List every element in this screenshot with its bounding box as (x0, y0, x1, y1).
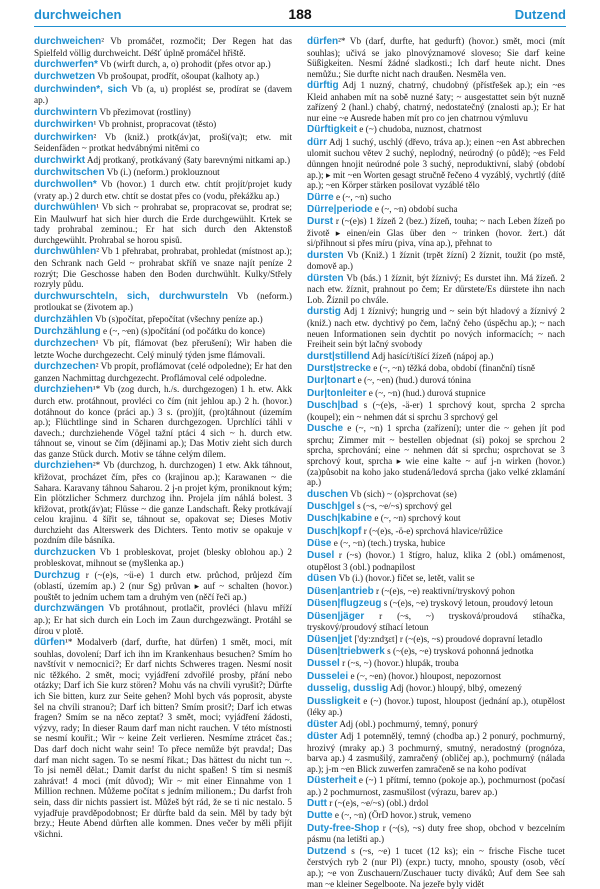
entry-definition: Vb (hovor.) 1 durch etw. chtít projít/projet kudy (vraty ap.) 2 durch etw. chtít se dostat přes co (vodu, překážku ap.) (34, 179, 292, 201)
dictionary-entry (34, 36, 292, 58)
entry-definition: r (~(e)s) 1 žízeň 2 (bez.) žízeň, touha; ~ nach Leben žízeň po životě ▸ einen/ein Glas über den ~ trinken (hovor. žert.) dát si/přihnout si přes míru (piva, vína ap.), přehnat to (307, 216, 565, 249)
dictionary-entry (307, 611, 565, 633)
entry-headword: durchzählen (34, 313, 93, 325)
dictionary-entry (307, 351, 565, 363)
entry-definition: ¹* Modalverb (darf, durfte, hat dürfen) 1 smět, moci, mít souhlas, dovolení; Darf ich ihn im Krankenhaus besuchen? Smím ho navštívit v nemocnici?; Er darf nichts Schweres tragen. Nesmí nosit nic těžkého. 2 smět, moci; vyjádření zdvořilé prosby, přání nebo otázky; Darf ich Sie kurz stören? Mohu vás na chvíli vyrušit?; Dürfte ich Sie bitten, kurz zur Seite gehen? Mohl bych vás poprosit, abyste šel na chvíli stranou?; Darf ich bitten? Smím prosit?; Darf ich etwas fragen? Smím se na něco zeptat? 3 smět, moci; vyjádření žádosti, výzvy, rady; In dieser Raum darf man nicht rauchen. V této místnosti se nesmí kouřit.; Wir ~ keine Zeit verlieren. Nesmíme ztrácet čas.; Das darf doch nicht wahr sein! To přece nemůže být pravda!; Das darf man nicht sagen. To se nesmí říkat.; Das hättest du nicht tun ~. To jsi neměl dělat.; Damit darfst du nicht spaßen! S tím si nesmíš zahrávat! 4 moci (mít důvod); Wir ~ mit einer Einnahme von 1 Million rechnen. Můžeme počítat s jedním milionem.; Du darfst froh sein, dass dir nichts passiert ist. Můžeš být rád, že se ti nic nestalo. 5 vyjadřuje pravděpodobnost; Er dürfte bald da sein. Měl by tady být brzy.; Heute Abend dürften alle kommen. Dnes večer by měli přijít všichni. (34, 637, 292, 839)
entry-definition: Vb (i.) (neform.) proklouznout (104, 166, 220, 177)
entry-headword: dürfen (34, 637, 66, 648)
entry-headword: Dürftigkeit (307, 124, 357, 136)
dictionary-entry (307, 306, 565, 349)
entry-definition: e (~, ~en) (s)počítání (od počátku do konce) (100, 326, 265, 336)
entry-definition: Adj 1 potemnělý, temný (chodba ap.) 2 ponurý, pochmurný, hrozivý (mraky ap.) 3 pochmurný, smutný, neradostný (prognóza, barva ap.) 4 zasmušilý, zamračený (obličej ap.), pochmurný (nálada ap.); j-m ~en Blick zuwerfen zamračeně se na koho podívat (307, 730, 565, 774)
entry-headword: Düsen|flugzeug (307, 598, 382, 610)
right-guide-word: Dutzend (514, 7, 566, 22)
dictionary-entry (307, 400, 565, 422)
entry-headword: durchwirken (34, 131, 94, 143)
entry-headword: durchziehen (34, 460, 93, 472)
dictionary-entry (34, 202, 292, 245)
entry-definition: Adj 1 suchý, uschlý (dřevo, tráva ap.); einen ~en Ast abbrechen ulomit suchou větev 2 suchý, neplodný, neúrodný (o půdě); ~es Feld dünngen hnojit neúrodné pole 3 suchý, neproduktivní, slabý (období ap.); ▸ mit ~en Worten gesagt stručně řečeno 4 vyzáblý, vychrtlý (dítě ap.); ~en Körper stärken posilovat vyzáblé tělo (307, 136, 565, 191)
dictionary-entry (307, 363, 565, 375)
entry-headword: Dürre|periode (307, 203, 373, 215)
entry-headword: durchzechen (34, 338, 96, 350)
entry-headword: dursten (307, 249, 344, 261)
entry-headword: Duty-free-Shop (307, 822, 380, 834)
dictionary-entry (307, 124, 565, 136)
entry-definition: e (~, ~n) období sucha (372, 203, 458, 214)
dictionary-entry (307, 273, 565, 306)
entry-headword: durchwollen* (34, 179, 97, 191)
dictionary-entry (307, 538, 565, 550)
entry-headword: Dusselei (307, 670, 349, 682)
right-column (307, 36, 565, 889)
entry-definition: e (~) (hovor.) tupost, hloupost (jednání ap.), otupělost (léky ap.) (307, 695, 565, 718)
dictionary-entry (34, 603, 292, 636)
dictionary-entry (307, 696, 565, 718)
dictionary-entry (307, 846, 565, 889)
entry-headword: Dur|tonleiter (307, 387, 367, 399)
entry-definition: r (~(e)s, ~e/~s) (obl.) drdol (327, 798, 429, 809)
entry-headword: Dusch|kopf (307, 525, 362, 537)
entry-definition: Vb přezimovat (rostliny) (97, 106, 191, 117)
entry-headword: durchwurschteln, sich, durchwursteln (34, 290, 228, 302)
dictionary-entry (307, 501, 565, 513)
header-rule (34, 26, 566, 27)
entry-headword: dürftig (307, 80, 339, 92)
entry-definition: ²* Vb (darf, durfte, hat gedurft) (hovor.) smět, moci (mít souhlas); učivá se jako plnovýznamové sloveso; Sie darf keine Süßigkeiten. Nesmí žádné sladkosti.; Ich darf heute nicht. Dnes nemůžu.; Sie durfte nicht nach draußen. Nesměla ven. (307, 36, 565, 79)
entry-definition: e (~, ~en) (hovor.) hloupost, nepozornost (348, 670, 502, 681)
dictionary-entry (307, 526, 565, 538)
entry-headword: durstig (307, 306, 341, 318)
entry-definition: ¹* Vb (zog durch, h./s. durchgezogen) 1 h. etw. Akk durch etw. protáhnout, provléci co čím (nit jehlou ap.) 2 h. (hovor.) dotáhnout do konce (práci ap.) 3 s. (pro)jít, (pro)táhnout (územím ap.); Flüchtlinge sind in Scharen durchgezogen. Uprchlíci táhli v davech.; durchziehende Vögel tažní ptáci 4 sich ~ h. durch etw. táhnout se, vinout se čím (dějinami ap.); Das Motiv zieht sich durch das ganze Stück durch. Motiv se táhne celým dílem. (34, 384, 292, 459)
dictionary-entry (307, 375, 565, 387)
entry-headword: durchzechen (34, 361, 96, 373)
entry-headword: düster (307, 730, 338, 742)
entry-definition: s (~s, ~e) 1 tucet (12 ks); ein ~ frische Fische tucet čerstvých ryb 2 (nur Pl) (expr.) tucty, mnoho, spousty (osob, věcí ap.); ~e von Zuschauern/Zuschauer tucty diváků; Auf dem See sah man ~e kleiner Segelboote. Na jezeře byly vidět (307, 845, 565, 889)
entry-headword: durchwitschen (34, 166, 105, 178)
dictionary-entry (34, 155, 292, 167)
entry-headword: Dutzend (307, 845, 347, 857)
dictionary-entry (34, 119, 292, 131)
entry-definition: r (~(e)s, -ö-e) sprchová hlavice/růžice (361, 525, 503, 536)
entry-definition: ¹ Vb sich ~ prohrabat se, propracovat se, prodrat se; Ein Maulwurf hat sich hier durch die Erde durchgewühlt. Krtek se tady prohrabal zeminou.; Er hat sich durch den Aktenstoß durchgewühlt. Prohrabal se horou spisů. (34, 202, 292, 246)
entry-definition: Vb (sich) ~ (o)sprchovat (se) (348, 488, 457, 499)
entry-headword: durchwinden*, sich (34, 83, 128, 95)
entry-headword: Düsen|jäger (307, 610, 365, 622)
entry-headword: Dusch|bad (307, 400, 359, 412)
entry-headword: Düsen|jet (307, 633, 353, 645)
entry-headword: Durchzug (34, 569, 81, 581)
entry-headword: Dussligkeit (307, 695, 361, 707)
entry-headword: dürfen (307, 36, 339, 47)
dictionary-entry (307, 204, 565, 216)
entry-definition: e (~, ~n) 1 sprcha (zařízení); unter die ~ gehen jít pod sprchu; Zimmer mit ~ bestellen objednat (si) pokoj se sprchou 2 sprcha, sprchování; eine ~ nehmen dát si sprchu; osprchovat se 3 sprchový kout, sprcha ▸ wie eine kalte ~ auf j-n wirken (hovor.) (za)působit na koho jako studená/ledová sprcha (jako velké zklamání ap.) (307, 423, 565, 488)
dictionary-entry (34, 547, 292, 569)
dictionary-entry (307, 658, 565, 670)
dictionary-entry (34, 326, 292, 338)
dictionary-entry (307, 216, 565, 249)
entry-headword: Dutt (307, 798, 327, 810)
dictionary-entry (307, 192, 565, 204)
dictionary-entry (307, 513, 565, 525)
dictionary-entry (307, 388, 565, 400)
entry-headword: Düsterheit (307, 775, 357, 787)
dictionary-entry (307, 731, 565, 774)
entry-definition: Vb (neform.) protloukat se (životem ap.) (34, 290, 292, 313)
entry-definition: Adj hasící/tišící žízeň (nápoj ap.) (369, 350, 494, 361)
entry-headword: Dusel (307, 550, 335, 562)
entry-definition: r (~(e)s, ~ü-e) 1 durch etw. průchod, průjezd čím (oblastí, územím ap.) 2 (nur Sg) průvan ▸ auf ~ schalten (hovor.) pouštět to jedním uchem tam a druhým ven (něčí řeči ap.) (34, 569, 292, 603)
entry-headword: düsen (307, 573, 337, 585)
entry-definition: r (~s, ~) trysková/proudová stíhačka, tryskový/proudový stíhací letoun (307, 610, 565, 633)
entry-definition: s (~s, ~e/~s) sprchový gel (354, 500, 452, 511)
entry-headword: dürr (307, 136, 327, 148)
entry-headword: durchwirken (34, 119, 94, 131)
entry-headword: duschen (307, 488, 349, 500)
entry-definition: ² Vb propít, proflámovat (celé odpoledne); Er hat den ganzen Nachmittag durchgezecht. Proflámoval celé odpoledne. (34, 361, 292, 383)
dictionary-entry (34, 384, 292, 459)
dictionary-entry (34, 361, 292, 383)
entry-headword: Dusch|gel (307, 500, 355, 512)
dictionary-entry (34, 460, 292, 546)
dictionary-entry (307, 810, 565, 822)
entry-definition: e (~, ~en) (hud.) durová tónina (355, 375, 471, 386)
entry-headword: Dusche (307, 423, 344, 435)
entry-headword: düster (307, 718, 338, 730)
entry-definition: Vb (i.) (hovor.) fičet se, letět, valit se (336, 573, 475, 584)
page-number: 188 (288, 6, 312, 22)
entry-definition: Vb protáhnout, protlačit, provléci (hlavu mříží ap.); Er hat sich durch ein Loch im Zaun durchgezwängt. Protáhl se dírou v plotě. (34, 603, 292, 636)
entry-headword: durchzucken (34, 546, 96, 558)
entry-definition: Adj 1 žíznivý; hungrig und ~ sein být hladový a žíznivý 2 (kniž.) nach etw. dychtivý po čem, lačný čeho (úspěchu ap.); ~ nach neuen Informationen sein dychtit po nových informacích; ~ nach Freiheit sein být lačný svobody (307, 306, 565, 350)
entry-headword: Dürre (307, 191, 334, 203)
dictionary-entry (307, 598, 565, 610)
dictionary-entry (34, 246, 292, 289)
entry-headword: Durst (307, 216, 334, 228)
entry-headword: durchwühlen (34, 246, 97, 258)
dictionary-entry (34, 167, 292, 179)
dictionary-entry (34, 338, 292, 360)
dictionary-entry (307, 573, 565, 585)
dictionary-entry (307, 634, 565, 646)
entry-definition: e (~, ~n) těžká doba, období (finanční) tísně (370, 362, 535, 373)
dictionary-entry (34, 107, 292, 119)
entry-definition: r (~(s), ~s) duty free shop, obchod v bezcelním pásmu (na letišti ap.) (307, 822, 565, 845)
entry-definition: ['dy:zndʒɛt] r (~(e)s, ~s) proudové dopravní letadlo (352, 633, 543, 644)
dictionary-entry (307, 550, 565, 572)
entry-definition: s (~(e)s, -ä-er) 1 sprchový kout, sprcha 2 sprcha (koupel); ein ~ nehmen dát si sprchu 3 sprchový gel (307, 400, 565, 422)
dictionary-entry (307, 489, 565, 501)
dictionary-entry (307, 683, 565, 695)
entry-headword: durchwetzen (34, 71, 96, 83)
dictionary-entry (34, 314, 292, 326)
entry-definition: Vb (Kniž.) 1 žíznit (trpět žízní) 2 žíznit, toužit (po mstě, domově ap.) (307, 249, 565, 272)
dictionary-entry (34, 132, 292, 154)
entry-definition: e (~) 1 přítmí, temno (pokoje ap.), pochmurnost (počasí ap.) 2 pochmurnost, zasmušilost (výrazu, barev ap.) (307, 775, 565, 797)
entry-definition: ¹ Vb pít, flámovat (bez přerušení); Wir haben die letzte Woche durchgezecht. Celý minulý týden jsme flámovali. (34, 338, 292, 360)
running-header (34, 6, 566, 26)
entry-definition: Vb 1 probleskovat, projet (blesky oblohou ap.) 2 probleskovat, mihnout se (myšlenka ap.) (34, 546, 292, 569)
entry-definition: Adj (hovor.) hloupý, blbý, omezený (388, 683, 522, 694)
entry-definition: Vb (s)počítat, přepočítat (všechny peníze ap.) (92, 313, 263, 324)
entry-definition: ² Vb (kniž.) protk(áv)at, proši(va)t; etw. mit Seidenfäden ~ protkat hedvábnými nitěmi co (34, 131, 292, 154)
dictionary-entry (34, 179, 292, 201)
entry-definition: e (~, ~n) sucho (333, 191, 392, 202)
entry-definition: r (~(e)s, ~e) reaktivní/tryskový pohon (373, 585, 515, 596)
entry-headword: Dusch|kabine (307, 513, 373, 525)
entry-definition: Adj protkaný, protkávaný (šaty barevnými nitkami ap.) (85, 154, 291, 165)
entry-headword: durchwühlen (34, 202, 97, 214)
dictionary-entry (307, 423, 565, 488)
entry-headword: durchzwängen (34, 603, 105, 615)
dictionary-entry (34, 637, 292, 839)
entry-definition: ² Vb 1 přehrabat, prohrabat, prohledat (místnost ap.); den Schrank nach Geld ~ prohrabat skříň ve snaze najít peníze 2 rozrýt; Die Geschosse haben den Boden durchwühlt. Kulky/Střely rozryly půdu. (34, 246, 292, 290)
entry-definition: e (~, ~n) (ÖrD hovor.) struk, vemeno (332, 810, 472, 821)
entry-definition: Vb (bás.) 1 žíznit, být žíznivý; Es durstet ihn. Má žízeň. 2 nach etw. žíznit, prahnout po čem; Er dürstete/Es dürstete ihn nach Lob. Žíznil po chvále. (307, 272, 565, 306)
entry-definition: Vb (a, u) proplést se, prodírat se (davem ap.) (34, 83, 292, 106)
entry-headword: dusselig, dusslig (307, 683, 389, 695)
dictionary-entry (307, 137, 565, 191)
entry-headword: Dussel (307, 658, 340, 670)
dictionary-entry (34, 570, 292, 603)
entry-headword: durchwerfen* (34, 58, 98, 70)
entry-headword: Düsen|antrieb (307, 585, 374, 597)
entry-headword: Düsen|triebwerk (307, 645, 385, 657)
entry-definition: Adj 1 nuzný, chatrný, chudobný (přístřešek ap.); ein ~es Kleid anhaben mít na sobě nuzné šaty; ~ ausgestattet sein být nuzně zařízený 2 (hanl.) chabý, chatrný, nedostatečný (znalosti ap.); Er hat nur eine ~e Ausrede haben mít pro co jen chatrnou výmluvu (307, 80, 565, 123)
entry-headword: durchwirkt (34, 154, 86, 166)
entry-headword: Düse (307, 538, 332, 550)
entry-definition: e (~, ~n) (tech.) tryska, hubice (331, 538, 446, 549)
entry-headword: Durst|strecke (307, 362, 371, 374)
entry-definition: s (~(e)s, ~e) trysková pohonná jednotka (384, 645, 534, 656)
entry-definition: ¹ Vb prohnist, propracovat (těsto) (93, 119, 217, 130)
entry-headword: dürsten (307, 272, 344, 284)
entry-headword: durst|stillend (307, 350, 370, 362)
dictionary-entry (307, 586, 565, 598)
entry-definition: ²* Vb (durchzog, h. durchzogen) 1 etw. Akk táhnout, křižovat, procházet čím, přes co (krajinou ap.); Karawanen ~ die Sahara. Karavany táhnou Saharou. 2 j-n projet kým, proniknout kým; Ein plötzlicher Schmerz durchzog ihn. Projela jím náhlá bolest. 3 křižovat, protk(áv)at; Flüsse ~ die ganze Landschaft. Řeky protkávají celou krajinu. 4 šířit se, táhnout se, opakovat se; Dieses Motiv durchzieht das Alterswerk des Dichters. Tento motiv se opakuje v pozdním díle básníka. (34, 460, 292, 546)
dictionary-entry (34, 59, 292, 71)
dictionary-entry (34, 291, 292, 313)
dictionary-entry (307, 798, 565, 810)
entry-definition: Vb (wirft durch, a, o) prohodit (přes otvor ap.) (97, 58, 271, 69)
dictionary-entry (307, 719, 565, 731)
entry-definition: Vb prošoupat, prodřít, ošoupat (kalhoty ap.) (95, 71, 260, 82)
entry-definition: r (~s) (hovor.) 1 štígro, haluz, klika 2 (obl.) omámenost, otupělost 3 (obl.) podnapilost (307, 550, 565, 573)
entry-headword: durchwintern (34, 106, 98, 118)
entry-definition: r (~s, ~) (hovor.) hlupák, trouba (339, 658, 459, 669)
dictionary-entry (307, 671, 565, 683)
left-column (34, 36, 292, 864)
entry-headword: durchweichen (34, 36, 102, 47)
dictionary-entry (307, 36, 565, 79)
dictionary-entry (307, 250, 565, 272)
entry-definition: e (~) chudoba, nuznost, chatrnost (357, 124, 482, 135)
left-guide-word: durchweichen (34, 7, 122, 22)
dictionary-entry (307, 80, 565, 123)
entry-headword: Dutte (307, 810, 333, 822)
entry-headword: Durchzählung (34, 326, 101, 337)
dictionary-entry (307, 775, 565, 797)
entry-definition: s (~(e)s, ~e) tryskový letoun, proudový letoun (381, 598, 553, 609)
dictionary-entry (307, 823, 565, 845)
dictionary-entry (307, 646, 565, 658)
entry-headword: durchziehen (34, 384, 93, 396)
dictionary-entry (34, 84, 292, 106)
entry-definition: e (~, ~n) (hud.) durová stupnice (366, 387, 486, 398)
entry-definition: Adj (obl.) pochmurný, temný, ponurý (337, 718, 478, 729)
entry-headword: Dur|tonart (307, 375, 356, 387)
entry-definition: ² Vb promáčet, rozmočit; Der Regen hat das Spielfeld völlig durchweicht. Déšť úplně promáčel hřiště. (34, 36, 292, 58)
entry-definition: e (~, ~n) sprchový kout (372, 513, 461, 524)
dictionary-entry (34, 71, 292, 83)
